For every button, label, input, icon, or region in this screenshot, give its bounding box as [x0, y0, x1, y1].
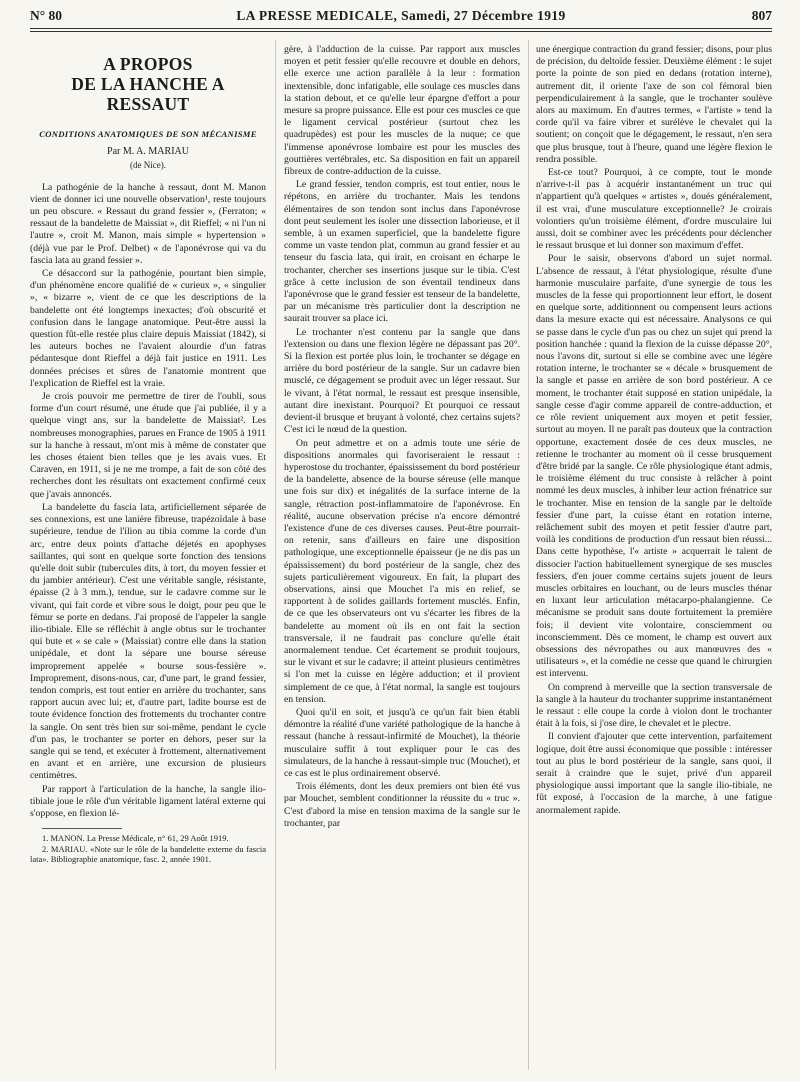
paragraph: Il convient d'ajouter que cette intervention, parfaitement logique, doit être aussi économique que possible : intéresser tout au plus le bord postérieur de la sangle, sans quoi, il serait à craindre que le sujet, privé d'un appareil physiologique aussi important que la sangle ilio-tibiale, ne fût exposé, à l'occasion de la marche, à une fatigue anormalement rapide. — [536, 731, 772, 816]
paragraph: Quoi qu'il en soit, et jusqu'à ce qu'un fait bien établi démontre la réalité d'une variété pathologique de la hanche à ressaut (hanche à ressaut-infirmité de Mouchet), la théorie musculaire suffit à tout expliquer pour le cas des simulateurs, de la hanche à ressaut-simple truc (Mouchet), et ce cas est le plus ordinairement observé. — [284, 706, 520, 779]
paragraph: Je crois pouvoir me permettre de tirer de l'oubli, sous forme d'un court résumé, une étude que j'ai publiée, il y a quelque vingt ans, sur la bandelette de Maissiat². Les nombreuses monographies, parues en France de 1905 à 1911 sur la hanche à ressaut, m'ont mis à même de constater que les choses étaient bien telles que je les avais vues. Et Caraven, en 1911, si je ne me trompe, a fait de son côté des recherches dont les résultats ont exactement confirmé ceux que j'avais annoncés. — [30, 391, 266, 500]
paragraph: Trois éléments, dont les deux premiers ont bien été vus par Mouchet, semblent conditionner la réussite du « truc ». C'est d'abord la mise en tension maxima de la sangle sur le trochanter, par — [284, 781, 520, 829]
article-title-line-2: DE LA HANCHE A RESSAUT — [71, 74, 225, 114]
column-divider — [275, 40, 276, 1070]
author-affiliation: (de Nice). — [130, 160, 166, 171]
column-3 — [536, 44, 772, 1074]
author-byline: Par M. A. MARIAU — [107, 146, 189, 158]
header-rule — [30, 28, 772, 29]
paragraph: gère, à l'adduction de la cuisse. Par rapport aux muscles moyen et petit fessier qu'elle recouvre et double en dehors, elle exerce une action parallèle à la leur : formation inextensible, donc infatigable, elle soulage ces muscles dans la station debout, et ce qu'elle leur épargne d'effort a pour mesure sa propre puissance. Elle est pour ces muscles ce que le ligament cervical postérieur (surtout chez les quadrupèdes) est pour les muscles de la nuque; ce que l'immense aponévrose lombaire est pour les muscles des gouttières vertébrales, etc. Sa disposition en fait un appareil fibreux de contre-adduction de la cuisse. — [284, 44, 520, 178]
paragraph: La bandelette du fascia lata, artificiellement séparée de ses connexions, est une lanière fibreuse, trapézoïdale à base supérieure, tendue de l'ilion au tibia comme la corde d'un arc, entre deux points d'attache déjetés en apophyses saillantes, qui sont en quelque sorte fonction des tensions qu'elle doit subir (tubercules dits, à tort, du moyen fessier et du jambier antérieur). C'est une véritable sangle, résistante, épaisse (2 à 3 mm.), tendue, sur le cadavre comme sur le vivant, qui fait corde et vibre sous le doigt, pour peu que le fémur se porte en dedans. J'ai proposé de l'appeler la sangle ilio-tibiale. Elle se réfléchit à angle obtus sur le trochanter qui bute et « se cale » (Maissiat) contre elle dans la station unipédale, et dont la sépare une bourse séreuse improprement appelée « bourse sous-fessière ». Improprement, disons-nous, car, d'une part, le grand fessier, tendon compris, est tout entier en arrière du trochanter, sans rapport aucun avec lui; et, d'autre part, ladite bourse est de toute évidence fonction des frottements du trochanter contre la sangle. On sent très bien sur soi-même, pendant le cycle d'un pas, le trochanter se porter en dehors, peser sur la sangle qui se tend, et exécuter à frottement, alternativement en avant et en arrière, une excursion de plusieurs centimètres. — [30, 501, 266, 782]
paragraph: une énergique contraction du grand fessier; disons, pour plus de précision, du deltoïde fessier. Deuxième élément : le sujet porte la pointe de son pied en dedans (rotation interne), autrement dit, il oriente l'axe de son col fémoral bien perpendiculairement à la sangle, que le trochanter soulève alors au maximum. En d'autres termes, « l'artiste » tend la corde qu'il va faire vibrer et surélève le chevalet qui la soutient; on conçoit que le dégagement, le ressaut, n'en sera que plus brusque, tout à l'heure, quand une légère flexion le rendra possible. — [536, 44, 772, 165]
journal-title: LA PRESSE MEDICALE, Samedi, 27 Décembre 1919 — [236, 8, 566, 23]
header-rule-double — [30, 31, 772, 32]
paragraph: On comprend à merveille que la section transversale de la sangle à la hauteur du trochanter supprime instantanément le ressaut : elle coupe la corde à violon dont le trochanter était à la fois, si j'ose dire, le chevalet et le plectre. — [536, 681, 772, 730]
paragraph: Par rapport à l'articulation de la hanche, la sangle ilio-tibiale joue le rôle d'un véritable ligament latéral externe qui s'oppose, en flexion lé- — [30, 783, 266, 819]
page-header — [30, 8, 772, 26]
footnote-rule — [42, 828, 122, 829]
footnote: 1. MANON. La Presse Médicale, n° 61, 29 Août 1919. — [42, 833, 229, 844]
paragraph: Le trochanter n'est contenu par la sangle que dans l'extension ou dans une flexion légère ne dépassant pas 20°. Si la flexion est portée plus loin, le trochanter se dégage en arrière du bord postérieur de la sangle. Sur un cadavre bien musclé, ce dégagement se produit avec un léger ressaut. Sur le vivant, à l'état normal, le ressaut est presque insensible, autant dire inexistant. Pourquoi? Et pourquoi ce ressaut devient-il brusque et bruyant à volonté, chez certains sujets? C'est ici le nœud de la question. — [284, 326, 520, 436]
article-subtitle: CONDITIONS ANATOMIQUES DE SON MÉCANISME — [39, 129, 257, 139]
paragraph: Pour le saisir, observons d'abord un sujet normal. L'absence de ressaut, à l'état physiologique, résulte d'une harmonie musculaire parfaite, d'une synergie de tous les muscles de la fesse qui proportionnent leur effort, le dosent en quelque sorte, additionnent ou compensent leurs actions dans la mesure exacte qui est nécessaire. Analysons ce qui se passe dans le cycle d'un pas ou chez un sujet qui prend la position hanchée : quand la flexion de la cuisse dépasse 20°, nous l'avons dit, surtout si elle se combine avec une légère rotation interne, le trochanter se « décale » brusquement de la sangle et passe en arrière de son bord postérieur. A ce moment, le trochanter était supposé en station unipédale, la sangle cesse d'agir comme appareil de contre-adduction, et ce rôle revient uniquement aux moyen et petit fessier, surtout au moyen. Il ne paraît pas douteux que la contraction opportune, exactement dosée de ces deux muscles, ne retienne le trochanter au moment où il cesse brusquement d'être bridé par la sangle. Ce rôle physiologique étant admis, le troisième élément du truc consiste à relâcher à point nommé les deux muscles, à inhiber leur action frénatrice sur le trochanter. Mise en tension de la sangle par le deltoïde fessier d'une part, la cuisse étant en rotation interne, relâchement subit des moyen et petit fessier d'autre part, voilà les conditions de production d'un ressaut bien réussi... Dans cette hypothèse, l'« artiste » acquerrait le talent de dissocier l'action habituellement synergique de ses muscles fessiers, d'en jouer comme certains sujets jouent de leurs muscles orbitaires en louchant, ou de leurs muscles thénar en luxant leur articulation métacarpo-phalangienne. Ce mécanisme se produit sans doute fortuitement la première fois; il devient vite volontaire, consciemment ou inconsciemment. Dès ce moment, le champ est ouvert aux obsessions des névropathes ou aux manœuvres des « utilisateurs », et la comédie ne cesse que quand le chirurgien est intervenu. — [536, 253, 772, 680]
page-folio: 807 — [751, 8, 772, 23]
column-1 — [30, 44, 266, 1074]
article-title-line-1: A PROPOS — [103, 54, 193, 74]
paragraph: Est-ce tout? Pourquoi, à ce compte, tout le monde n'arrive-t-il pas à acquérir instantanément un truc qui n'appartient qu'à quelques « artistes », doués généralement, il est vrai, d'une musculature exceptionnelle? Je croirais volontiers qu'un troisième élément, d'ordre musculaire lui aussi, doit se combiner avec les précédents pour déclencher le ressaut brusque et lui donner son maximum d'effet. — [536, 167, 772, 252]
paragraph: On peut admettre et on a admis toute une série de dispositions anormales qui favoriseraient le ressaut : hyperostose du trochanter, épaississement du bord postérieur de la bandelette, absence de la bourse séreuse (elle manque une fois sur dix) et inégalités de la surface interne de la sangle, rétraction post-inflammatoire de l'aponévrose. En réalité, aucune observation précise n'a encore démontré l'existence d'une de ces diverses causes. Peut-être pourrait-on retenir, sans d'ailleurs en faire une disposition pathologique, une exceptionnelle épaisseur (je ne dis pas un épaississement) du bord postérieur de la sangle, chez des sujets particulièrement vigoureux. En fait, la plupart des observations, ainsi que Mouchet l'a mis en relief, se rapportent à de solides gaillards fortement musclés. Enfin, de ce que les observateurs ont vu s'écarter les fibres de la bandelette au moment où ils en ont fait la section transversale, il ne faudrait pas conclure qu'elle était anormalement tendue. Cet écartement se produit toujours, sur le vivant et sur le cadavre; il atteint plusieurs centimètres si l'on met la cuisse en légère adduction; et il provient simplement de ce que, à l'état normal, la sangle est toujours en tension. — [284, 437, 520, 705]
paragraph: La pathogénie de la hanche à ressaut, dont M. Manon vient de donner ici une nouvelle observation¹, reste toujours un peu obscure. « Ressaut du grand fessier », (Ferraton; « ressaut de la bandelette de Maissiat », dit Rieffel; « ni l'un ni l'autre », croit M. Manon, mais simple « hypertension » (déjà vue par le Prof. Delbet) « de l'aponévrose qui va du fascia lata au grand fessier ». — [30, 181, 266, 266]
column-2 — [284, 44, 520, 1074]
column-divider — [528, 40, 529, 1070]
paragraph: Ce désaccord sur la pathogénie, pourtant bien simple, d'un phénomène encore qualifié de « curieux », « singulier », « bizarre », vient de ce que les descriptions de la bandelette ont été longtemps inexactes; d'où obscurité et confusion dans le langage anatomique. Peut-être aussi la question fût-elle restée plus claire depuis Maissiat (1842), si les auteurs boches ne l'avaient alourdie d'un fatras pédantesque dont Rieffel a déjà fait justice en 1911. Les données précises et sûres de l'anatomie montrent que l'explication de Rieffel est la vraie. — [30, 268, 266, 389]
footnote: 2. MARIAU. «Note sur le rôle de la bandelette externe du fascia lata». Bibliographie anatomique, fasc. 2, année 1901. — [30, 843, 266, 865]
paragraph: Le grand fessier, tendon compris, est tout entier, nous le répétons, en arrière du trochanter. Mais les tendons élémentaires de son tendon sont inclus dans l'aponévrose dont peut seulement les isoler une dissection laborieuse, et il semble, à un examen superficiel, que la bandelette figure comme un vaste tendon plat, commun au grand fessier et au tenseur du fascia lata, qui irait, en croisant en écharpe le trochanter, chercher ses insertions jusque sur le tibia. C'est grâce à cette inclusion de son éventail tendineux dans l'aponévrose que le grand fessier est tenseur de la bandelette, par un mécanisme très particulier dont la description ne saurait trouver sa place ici. — [284, 179, 520, 325]
issue-number: N° 80 — [30, 8, 63, 23]
